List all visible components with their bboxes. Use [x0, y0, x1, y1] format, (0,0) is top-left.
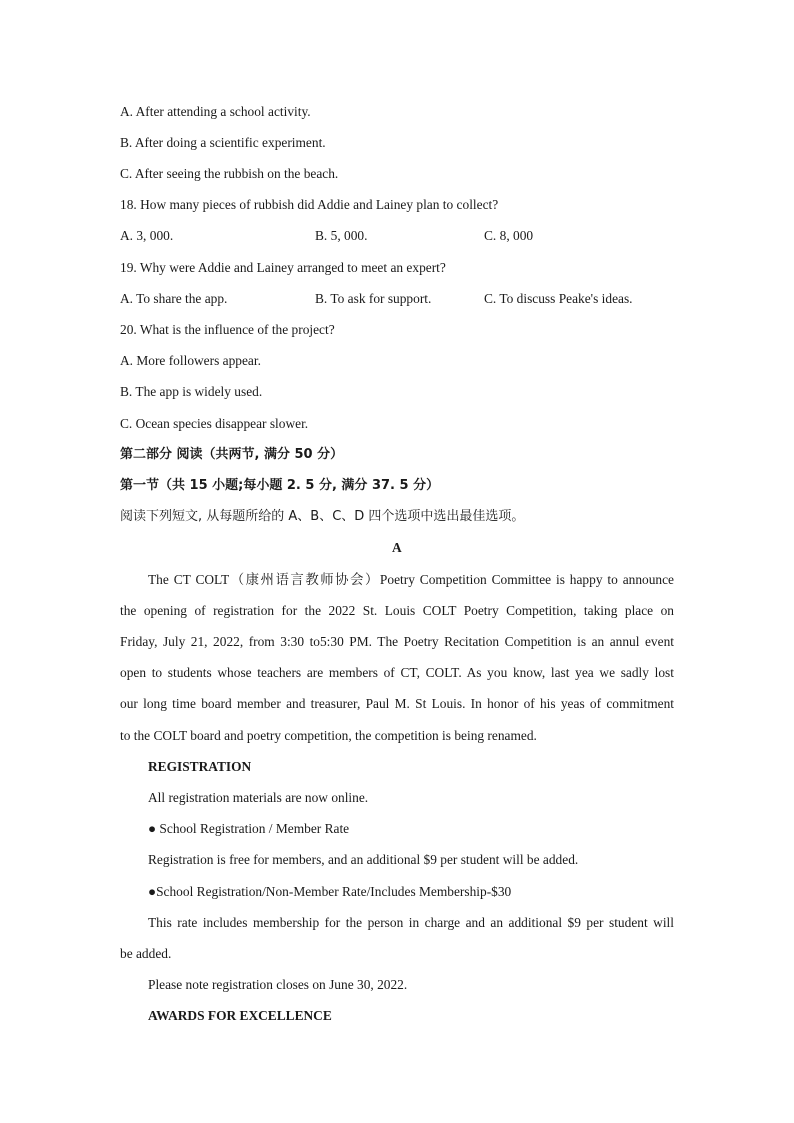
section1-instruction: 阅读下列短文, 从每题所给的 A、B、C、D 四个选项中选出最佳选项。 [120, 509, 525, 524]
q18-stem: 18. How many pieces of rubbish did Addie and Lainey plan to collect? [120, 197, 499, 212]
member-rate-text: Registration is free for members, and an additional $9 per student will be added. [148, 852, 579, 867]
registration-closing-note: Please note registration closes on June 30, 2022. [148, 977, 408, 992]
passage-intro-line-1: The CT COLT（康州语言教师协会）Poetry Competition Committee is happy to announce [148, 572, 674, 587]
passage-intro-line-3: Friday, July 21, 2022, from 3:30 to5:30 PM. The Poetry Recitation Competition is an annul event [120, 634, 674, 649]
passage-intro-line-5: our long time board member and treasurer, Paul M. St Louis. In honor of his yeas of commitment [120, 696, 674, 711]
q18-option-b: B. 5, 000. [315, 228, 368, 243]
q18-option-a: A. 3, 000. [120, 228, 174, 243]
q19-option-c: C. To discuss Peake's ideas. [484, 291, 633, 306]
non-member-rate-line-2: be added. [120, 946, 172, 961]
registration-heading: REGISTRATION [148, 759, 252, 774]
passage-intro-line-2: the opening of registration for the 2022 St. Louis COLT Poetry Competition, taking place on [120, 603, 674, 618]
part2-heading: 第二部分 阅读（共两节, 满分 50 分） [120, 447, 344, 462]
q19-stem: 19. Why were Addie and Lainey arranged to meet an expert? [120, 260, 446, 275]
member-rate-bullet: ● School Registration / Member Rate [148, 821, 350, 836]
q17-option-a: A. After attending a school activity. [120, 104, 311, 119]
passage-intro-line-4: open to students whose teachers are members of CT, COLT. As you know, last yea we sadly lost [120, 665, 674, 680]
q19-option-b: B. To ask for support. [315, 291, 432, 306]
section1-heading: 第一节（共 15 小题;每小题 2. 5 分, 满分 37. 5 分） [120, 478, 440, 493]
q20-option-b: B. The app is widely used. [120, 384, 263, 399]
q20-option-a: A. More followers appear. [120, 353, 261, 368]
q20-stem: 20. What is the influence of the project? [120, 322, 335, 337]
awards-heading: AWARDS FOR EXCELLENCE [148, 1008, 332, 1023]
q17-option-b: B. After doing a scientific experiment. [120, 135, 326, 150]
non-member-rate-line-1: This rate includes membership for the person in charge and an additional $9 per student will [148, 915, 674, 930]
non-member-rate-bullet: ●School Registration/Non-Member Rate/Includes Membership-$30 [148, 884, 512, 899]
q19-option-a: A. To share the app. [120, 291, 228, 306]
q20-option-c: C. Ocean species disappear slower. [120, 416, 309, 431]
registration-text: All registration materials are now online. [148, 790, 369, 805]
passage-label: A [392, 540, 402, 555]
q18-option-c: C. 8, 000 [484, 228, 534, 243]
passage-intro-line-6: to the COLT board and poetry competition, the competition is being renamed. [120, 728, 537, 743]
q17-option-c: C. After seeing the rubbish on the beach. [120, 166, 339, 181]
